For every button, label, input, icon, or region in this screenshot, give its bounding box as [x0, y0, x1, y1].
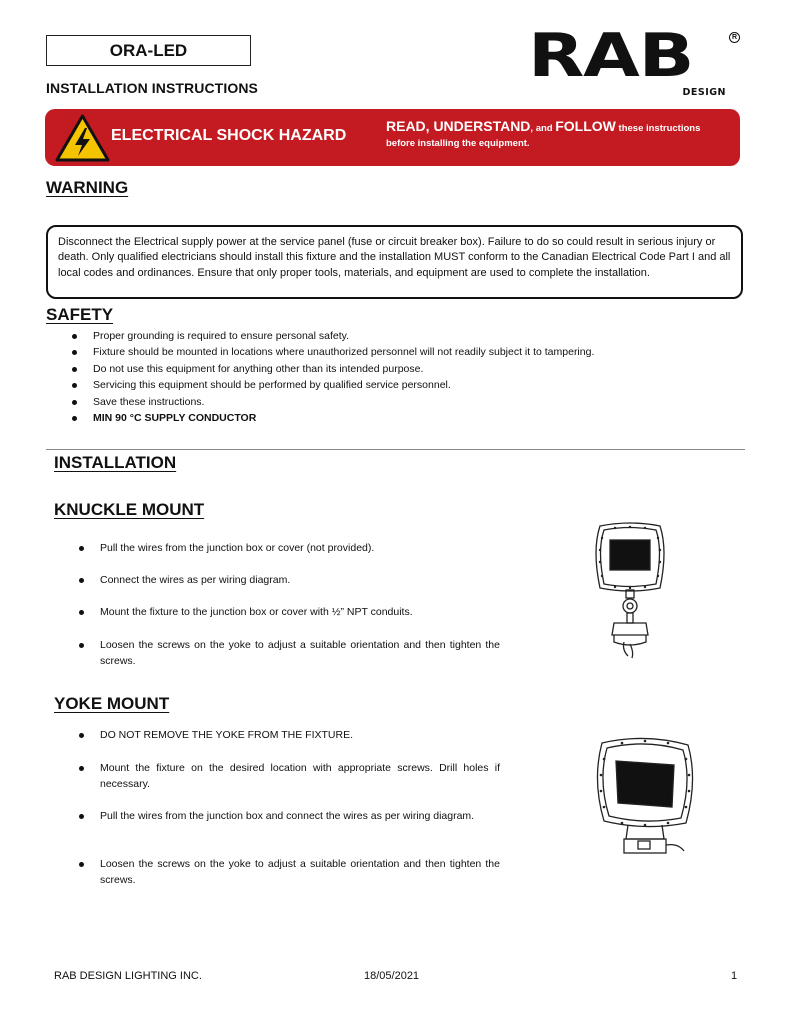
- safety-heading: SAFETY: [46, 305, 114, 324]
- model-box: [46, 35, 251, 66]
- electrical-hazard-warning-icon: [55, 114, 110, 162]
- yoke-mount-fixture-illustration: [590, 735, 700, 860]
- installation-heading: INSTALLATION: [54, 453, 177, 472]
- footer-company: RAB DESIGN LIGHTING INC.: [54, 970, 202, 982]
- document-title: INSTALLATION INSTRUCTIONS: [46, 80, 258, 96]
- warning-box: [46, 225, 743, 299]
- rab-design-logo: [528, 21, 740, 102]
- logo-wordmark: RAB: [528, 21, 694, 91]
- knuckle-mount-heading: KNUCKLE MOUNT: [54, 500, 205, 519]
- section-divider: [46, 449, 745, 450]
- hazard-follow-text: FOLLOW: [555, 118, 616, 134]
- model-name: ORA-LED: [109, 40, 188, 60]
- hazard-note-line2: before installing the equipment.: [386, 138, 530, 149]
- hazard-banner: [45, 109, 740, 166]
- yoke-mount-heading: YOKE MOUNT: [54, 694, 170, 713]
- list-item: Servicing this equipment should be performed by qualified service personnel.: [70, 377, 594, 393]
- hazard-and-text: , and: [530, 123, 556, 134]
- hazard-these-text: these instructions: [615, 123, 701, 134]
- knuckle-mount-fixture-illustration: [590, 520, 670, 660]
- hazard-instructions-note: [386, 118, 700, 149]
- logo-subtitle: DESIGN: [682, 87, 726, 98]
- list-item: Loosen the screws on the yoke to adjust a suitable orientation and then tighten the screws.: [77, 856, 500, 888]
- list-item: Connect the wires as per wiring diagram.: [77, 572, 500, 588]
- list-item: Save these instructions.: [70, 394, 594, 410]
- warning-body: Disconnect the Electrical supply power at the service panel (fuse or circuit breaker box). Failure to do so could result in serious injury or death. Only qualified electricians should install this fixture and the installation MUST conform to the Canadian Electrical Code Part I and all local codes and ordinances. Ensure that only proper tools, materials, and equipment are used to complete the installation.: [58, 236, 731, 279]
- list-item: Loosen the screws on the yoke to adjust a suitable orientation and then tighten the screws.: [77, 637, 500, 669]
- list-item: Pull the wires from the junction box and connect the wires as per wiring diagram.: [77, 808, 500, 824]
- list-item: DO NOT REMOVE THE YOKE FROM THE FIXTURE.: [77, 727, 500, 743]
- list-item: Pull the wires from the junction box or cover (not provided).: [77, 540, 500, 556]
- hazard-read-text: READ, UNDERSTAND: [386, 118, 531, 134]
- safety-list: [70, 328, 594, 426]
- list-item: MIN 90 °C SUPPLY CONDUCTOR: [70, 410, 594, 426]
- list-item: Mount the fixture to the junction box or cover with ½” NPT conduits.: [77, 604, 500, 620]
- warning-heading: WARNING: [46, 178, 129, 197]
- footer-page-number: 1: [731, 970, 738, 982]
- hazard-label: ELECTRICAL SHOCK HAZARD: [111, 127, 347, 144]
- list-item: Proper grounding is required to ensure personal safety.: [70, 328, 594, 344]
- list-item: Fixture should be mounted in locations where unauthorized personnel will not readily subject it to tampering.: [70, 344, 594, 360]
- list-item: Mount the fixture on the desired location with appropriate screws. Drill holes if necessary.: [77, 760, 500, 792]
- footer-date: 18/05/2021: [364, 970, 420, 982]
- list-item: Do not use this equipment for anything other than its intended purpose.: [70, 361, 594, 377]
- registered-mark-icon: R: [729, 32, 740, 43]
